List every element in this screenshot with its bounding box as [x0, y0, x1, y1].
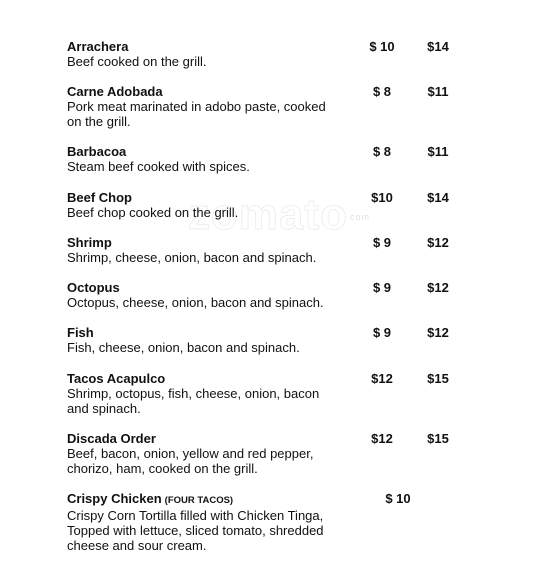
menu-item-octopus: [67, 280, 537, 310]
item-description: Octopus, cheese, onion, bacon and spinach.: [67, 295, 324, 310]
item-price-large: $12: [427, 280, 449, 295]
item-name: [67, 491, 537, 508]
item-name: Octopus: [67, 280, 120, 295]
item-description: Shrimp, octopus, fish, cheese, onion, bacon and spinach.: [67, 386, 320, 416]
menu-item-fish: [67, 325, 537, 355]
item-description: Beef cooked on the grill.: [67, 54, 207, 69]
item-price-large: $12: [427, 235, 449, 250]
item-price-large: $11: [427, 84, 449, 99]
item-price-large: $12: [427, 325, 449, 340]
item-price-large: $15: [427, 371, 449, 386]
item-name: Shrimp: [67, 235, 112, 250]
item-price-large: $14: [427, 39, 449, 54]
menu-item-barbacoa: [67, 144, 537, 174]
item-description: Fish, cheese, onion, bacon and spinach.: [67, 340, 300, 355]
item-name: Barbacoa: [67, 144, 127, 159]
watermark: zomato com: [188, 190, 371, 239]
menu-item-tacos-acapulco: [67, 371, 537, 416]
item-name: Discada Order: [67, 431, 156, 446]
item-price-small: $ 8: [372, 144, 392, 159]
item-price-small: $10: [371, 190, 393, 205]
item-price-small: $ 9: [372, 235, 392, 250]
item-name: Arrachera: [67, 39, 129, 54]
item-price-small: $ 10: [369, 39, 395, 54]
item-price-large: $14: [427, 190, 449, 205]
item-price-large: $15: [427, 431, 449, 446]
item-name: Fish: [67, 325, 94, 340]
item-price-small: $12: [371, 431, 393, 446]
menu-item-shrimp: [67, 235, 537, 265]
item-description: Steam beef cooked with spices.: [67, 159, 250, 174]
menu-item-crispy-chicken: [67, 491, 537, 553]
menu-item-discada-order: [67, 431, 537, 476]
item-price: $ 10: [385, 491, 411, 506]
item-name-text: Crispy Chicken: [67, 491, 162, 506]
item-name: Tacos Acapulco: [67, 371, 166, 386]
item-price-small: $ 9: [372, 325, 392, 340]
menu-item-arrachera: [67, 39, 537, 69]
menu-item-carne-adobada: [67, 84, 537, 129]
item-price-large: $11: [427, 144, 449, 159]
item-description: Beef, bacon, onion, yellow and red pepper, chorizo, ham, cooked on the grill.: [67, 446, 314, 476]
item-description: Pork meat marinated in adobo paste, cooked on the grill.: [67, 99, 326, 129]
menu-item-beef-chop: [67, 190, 537, 220]
item-price-small: $ 8: [372, 84, 392, 99]
item-description: Shrimp, cheese, onion, bacon and spinach.: [67, 250, 317, 265]
item-name: Carne Adobada: [67, 84, 163, 99]
item-name: Beef Chop: [67, 190, 132, 205]
item-description: Beef chop cooked on the grill.: [67, 205, 239, 220]
item-price-small: $ 9: [372, 280, 392, 295]
item-description: Crispy Corn Tortilla filled with Chicken Tinga, Topped with lettuce, sliced tomato, shredded cheese and sour cream.: [67, 508, 324, 553]
item-price-small: $12: [371, 371, 393, 386]
item-note: (FOUR TACOS): [164, 495, 234, 506]
